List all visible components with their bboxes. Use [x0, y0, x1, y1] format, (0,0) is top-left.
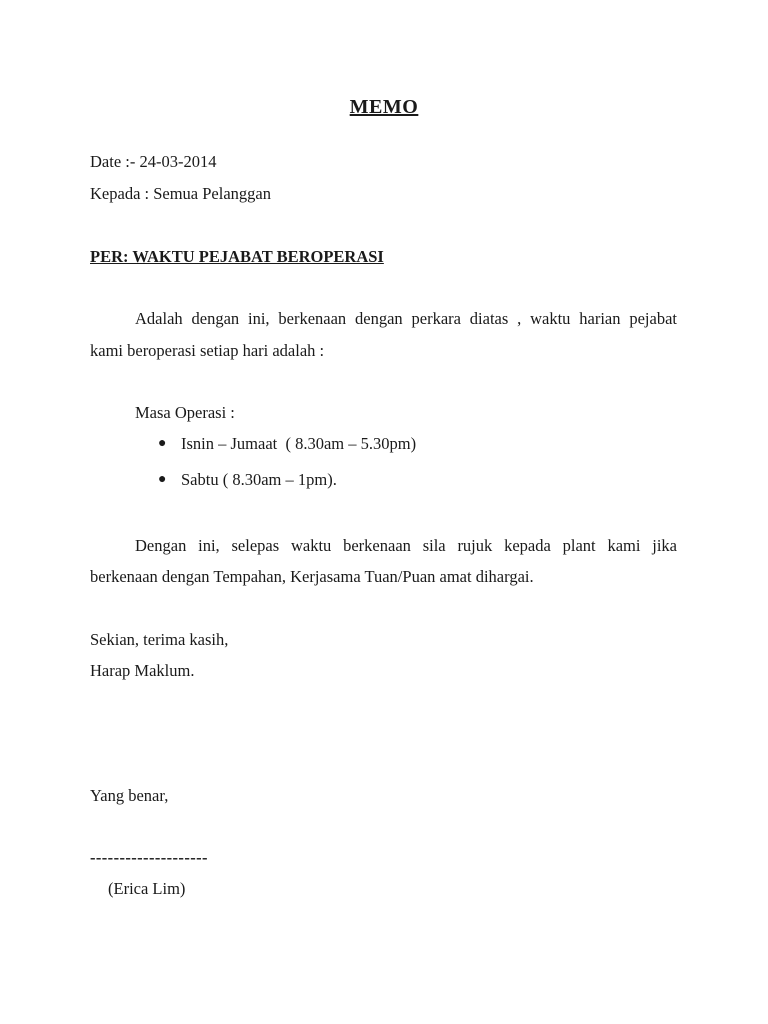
- paragraph-2-line-2: berkenaan dengan Tempahan, Kerjasama Tuan/Puan amat dihargai.: [90, 567, 534, 586]
- paragraph-2-line-1: Dengan ini, selepas waktu berkenaan sila rujuk kepada plant kami jika: [135, 536, 677, 555]
- memo-recipient: Kepada : Semua Pelanggan: [90, 184, 271, 203]
- regards: Yang benar,: [90, 786, 169, 805]
- hours-label: Masa Operasi :: [135, 403, 235, 422]
- signatory-name: (Erica Lim): [108, 879, 186, 898]
- memo-date: Date :- 24-03-2014: [90, 152, 217, 171]
- signature-line: --------------------: [90, 848, 208, 867]
- hours-saturday: Sabtu ( 8.30am – 1pm).: [181, 470, 337, 489]
- memo-title: MEMO: [349, 96, 419, 118]
- paragraph-1-line-2: kami beroperasi setiap hari adalah :: [90, 341, 325, 360]
- bullet-icon: ●: [158, 472, 167, 487]
- paragraph-1-line-1: Adalah dengan ini, berkenaan dengan perkara diatas , waktu harian pejabat: [135, 309, 677, 328]
- hours-weekday: Isnin – Jumaat ( 8.30am – 5.30pm): [181, 434, 417, 453]
- closing-notice: Harap Maklum.: [90, 661, 195, 680]
- memo-subject: PER: WAKTU PEJABAT BEROPERASI: [90, 247, 384, 266]
- closing-thanks: Sekian, terima kasih,: [90, 630, 229, 649]
- bullet-icon: ●: [158, 436, 167, 451]
